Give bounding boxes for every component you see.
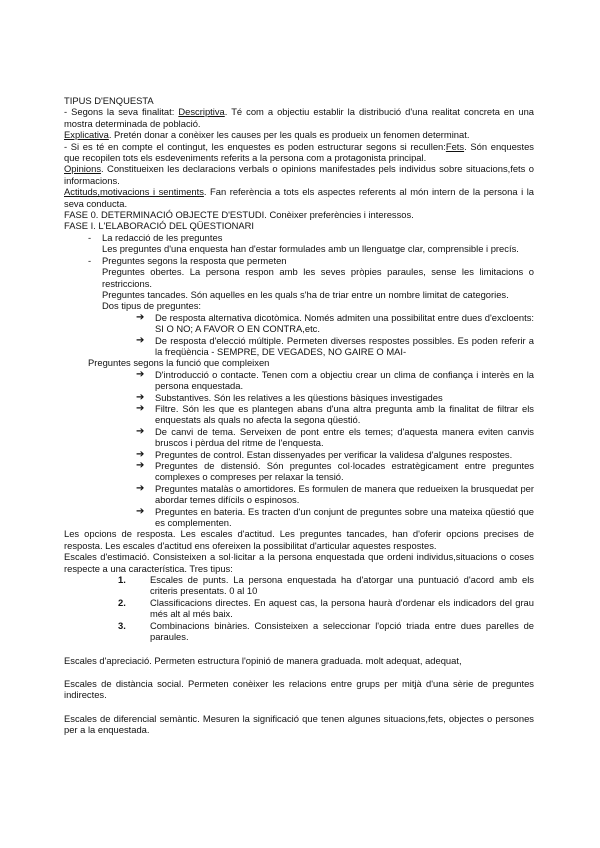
list-item: ➔ De resposta alternativa dicotòmica. Només admiten una possibilitat entre dues d'excloents: SI O NO; A FAVOR O EN CONTRA,etc. (136, 311, 534, 335)
arrow-right-icon: ➔ (136, 368, 145, 380)
apreciacio-paragraph: Escales d'apreciació. Permeten estructura l'opinió de manera graduada. molt adequat, adequat, (64, 654, 462, 666)
term-actituds: Actituds,motivacions i sentiments (64, 186, 204, 198)
actituds-paragraph: Actituds,motivacions i sentiments. Fan referència a tots els aspectes referents al món intern de la persona i la seva conducta. (64, 186, 534, 209)
list-item: ➔ D'introducció o contacte. Tenen com a objectiu crear un clima de confiança i interès en la persona enquestada. (136, 368, 534, 392)
arrow-right-icon: ➔ (136, 482, 145, 494)
distancia-paragraph: Escales de distància social. Permeten conèixer les relacions entre grups per mitjà d'una sèrie de preguntes indirectes. (64, 677, 534, 701)
fase0-heading: FASE 0. DETERMINACIÓ OBJECTE D'ESTUDI. Conèixer preferències i interessos. (64, 209, 414, 221)
arrow-right-icon: ➔ (136, 402, 145, 414)
opcions-paragraph: Les opcions de resposta. Les escales d'actitud. Les preguntes tancades, han d'oferir opcions precises de resposta. Les escales d'actitud ens ofereixen la possibilitat d'articular aquestes respostes. (64, 528, 534, 551)
arrow-right-icon: ➔ (136, 460, 145, 471)
term-fets: Fets (445, 140, 465, 152)
arrow-right-icon: ➔ (136, 334, 145, 346)
list-item: ➔ Preguntes de control. Estan dissenyades per verificar la validesa d'algunes respostes. (136, 448, 513, 460)
list-item: ➔ Preguntes matalàs o amortidores. Es formulen de manera que redueixen la brusquedat per abordar temes difícils o espinosos. (136, 482, 534, 506)
redaccio-item (64, 232, 534, 243)
finalitat-paragraph: - Segons la seva finalitat: Descriptiva. Té com a objectiu establir la distribució d'una realitat concreta en una mostra determinada de població. (64, 106, 534, 129)
arrow-right-icon: ➔ (136, 425, 145, 437)
item-number: 3. (118, 619, 126, 631)
list-item: ➔ Preguntes en bateria. Es tracten d'un conjunt de preguntes sobre una mateixa qüestió que es complementen. (136, 505, 534, 529)
numbered-item: 3. Combinacions binàries. Consisteixen a seleccionar l'opció triada entre dues parelles de paraules. (118, 619, 534, 643)
preguntes-obertes: Preguntes obertes. La persona respon amb les seves pròpies paraules, sense les limitacions o restriccions. (102, 266, 534, 289)
list-item: ➔ De canvi de tema. Serveixen de pont entre els temes; d'aquesta manera eviten canvis bruscos i pèrdua del ritme de l'enquesta. (136, 425, 534, 449)
term-descriptiva: Descriptiva (178, 106, 225, 118)
resposta-title: Preguntes segons la resposta que permeten (102, 254, 287, 266)
spacer (64, 643, 534, 655)
list-item: ➔ Substantives. Són les relatives a les qüestions bàsiques investigades (136, 391, 443, 403)
term-explicativa: Explicativa (64, 129, 109, 141)
diferencial-paragraph: Escales de diferencial semàntic. Mesuren la significació que tenen algunes situacions,fets, objectes o persones per a la enquestada. (64, 712, 534, 736)
resposta-item (64, 255, 534, 266)
item-number: 1. (118, 574, 126, 586)
arrow-right-icon: ➔ (136, 311, 145, 323)
arrow-right-icon: ➔ (136, 391, 145, 403)
fase1-heading: FASE I. L'ELABORACIÓ DEL QÜESTIONARI (64, 220, 255, 232)
opinions-paragraph: Opinions. Constitueixen les declaracions verbals o opinions manifestades pels individus sobre situacions,fets o informacions. (64, 163, 534, 186)
explicativa-paragraph: Explicativa. Pretén donar a conèixer les causes per les quals es produeix un fenomen determinat. (64, 129, 470, 141)
document-body (64, 95, 534, 736)
numbered-item: 1. Escales de punts. La persona enquestada ha d'atorgar una puntuació d'acord amb els criteris presentats. 0 al 10 (118, 574, 534, 597)
list-item: ➔ Preguntes de distensió. Són preguntes col·locades estratègicament entre preguntes complexes o compreses per relaxar la tensió. (136, 460, 534, 483)
funcio-title: Preguntes segons la funció que compleixen (88, 357, 270, 369)
arrow-right-icon: ➔ (136, 505, 145, 517)
list-item: ➔ Filtre. Són les que es plantegen abans d'una altra pregunta amb la finalitat de filtrar els enquestats als quals no afecta la segona qüestió. (136, 402, 534, 426)
spacer (64, 666, 534, 678)
preguntes-tancades: Preguntes tancades. Són aquelles en les quals s'ha de triar entre un nombre limitat de categories. (102, 288, 509, 300)
dash-marker: - (88, 231, 92, 243)
contingut-paragraph: - Si es té en compte el contingut, les enquestes es poden estructurar segons si recullen:Fets. Són enquestes que recopilen tots els esdeveniments referits a la persona com a protagonista principal. (64, 140, 534, 164)
doc-title: TIPUS D'ENQUESTA (64, 95, 154, 106)
dash-marker: - (88, 254, 92, 266)
item-number: 2. (118, 596, 126, 608)
numbered-item: 2. Classificacions directes. En aquest cas, la persona haurà d'ordenar els indicadors del grau més alt al més baix. (118, 596, 534, 620)
term-opinions: Opinions (64, 163, 102, 175)
tipus-title: Dos tipus de preguntes: (102, 300, 202, 312)
redaccio-title: La redacció de les preguntes (102, 231, 223, 243)
list-item: ➔ De resposta d'elecció múltiple. Permeten diverses respostes possibles. Es poden referir a la freqüència - SEMPRE, DE VEGADES, NO GAIRE O MAI- (136, 334, 534, 357)
redaccio-text: Les preguntes d'una enquesta han d'estar formulades amb un llenguatge clar, comprensible i precís. (102, 243, 519, 255)
estimacio-paragraph: Escales d'estimació. Consisteixen a sol·licitar a la persona enquestada que ordeni individus,situacions o coses respecte a una característica. Tres tipus: (64, 551, 534, 574)
spacer (64, 701, 534, 713)
arrow-right-icon: ➔ (136, 448, 145, 460)
